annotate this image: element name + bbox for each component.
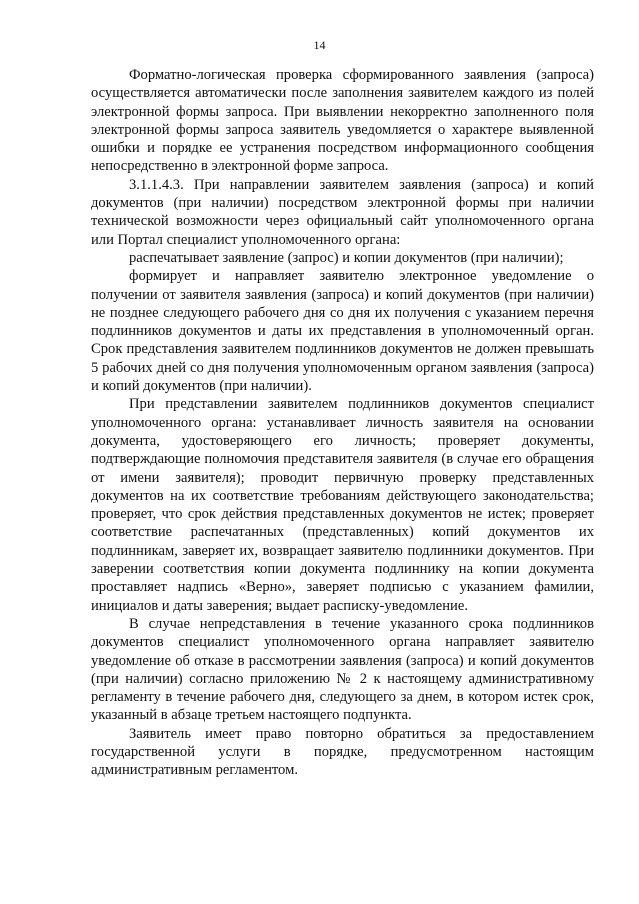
paragraph-non-submission: В случае непредставления в течение указанного срока подлинников документов специалист уполномоченного органа направляет заявителю уведомление об отказе в рассмотрении заявления (запроса) и копий документов (при наличии) согласно приложению № 2 к настоящему административному регламенту в течение рабочего дня, следующего за днем, в котором истек срок, указанный в абзаце третьем настоящего подпункта. — [91, 615, 594, 724]
document-body — [91, 66, 594, 780]
paragraph-sends-notification: формирует и направляет заявителю электронное уведомление о получении от заявителя заявления (запроса) и копий документов (при наличии) не позднее следующего рабочего дня со дня их получения с указанием перечня подлинников документов и даты их представления в уполномоченный орган. Срок представления заявителем подлинников документов не должен превышать 5 рабочих дней со дня получения уполномоченным органом заявления (запроса) и копий документов (при наличии). — [91, 268, 594, 395]
paragraph-section-3-1-1-4-3: 3.1.1.4.3. При направлении заявителем заявления (запроса) и копий документов (при наличии) посредством электронной формы при наличии технической возможности через официальный сайт уполномоченного органа или Портал специалист уполномоченного органа: — [91, 176, 594, 248]
paragraph-prints-application: распечатывает заявление (запрос) и копии документов (при наличии); — [129, 249, 564, 266]
paragraph-original-documents: При представлении заявителем подлинников документов специалист уполномоченного органа: устанавливает личность заявителя на основании документа, удостоверяющего его личность; проверяет документы, подтверждающие полномочия представителя заявителя (в случае его обращения от имени заявителя); проводит первичную проверку представленных документов на их соответствие требованиям действующего законодательства; проверяет, что срок действия представленных документов не истек; проверяет соответствие распечатанных (представленных) копий документов их подлинникам, заверяет их, возвращает заявителю подлинники документов. При заверении соответствия копии документа подлиннику на копии документа проставляет надпись «Верно», заверяет подписью с указанием фамилии, инициалов и даты заверения; выдает расписку-уведомление. — [91, 396, 594, 614]
paragraph-repeat-application: Заявитель имеет право повторно обратиться за предоставлением государственной услуги в порядке, предусмотренном настоящим административным регламентом. — [91, 725, 594, 779]
paragraph-format-check: Форматно-логическая проверка сформированного заявления (запроса) осуществляется автоматически после заполнения заявителем каждого из полей электронной формы запроса. При выявлении некорректно заполненного поля электронной формы запроса заявитель уведомляется о характере выявленной ошибки и порядке ее устранения посредством информационного сообщения непосредственно в электронной форме запроса. — [91, 67, 594, 175]
page-number: 14 — [313, 38, 326, 52]
